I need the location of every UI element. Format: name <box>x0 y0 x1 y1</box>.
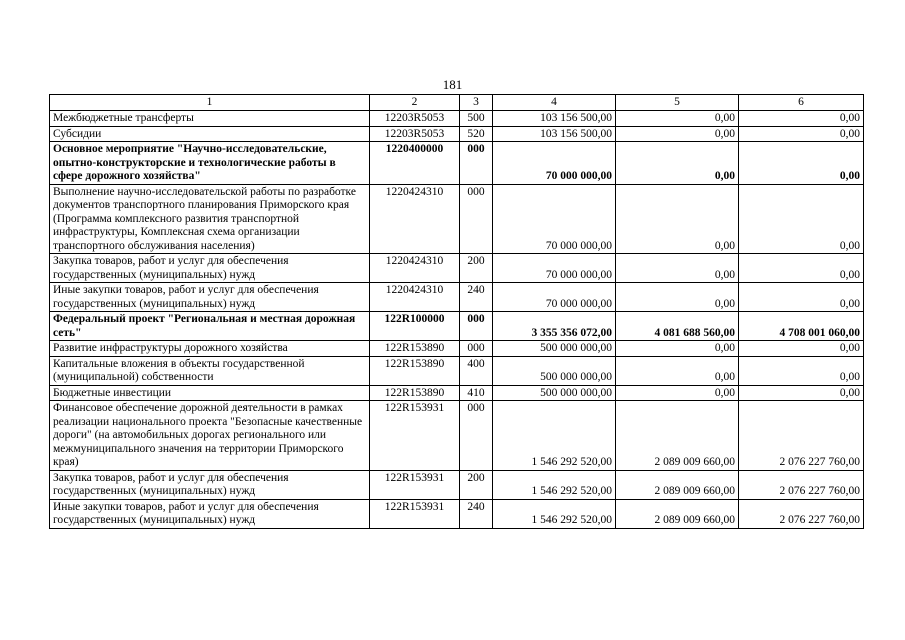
amount-year3-cell: 2 076 227 760,00 <box>739 470 864 499</box>
expense-type-cell: 000 <box>460 341 493 357</box>
amount-year3-cell: 0,00 <box>739 385 864 401</box>
amount-year1-cell: 70 000 000,00 <box>493 254 616 283</box>
row-name-cell: Основное мероприятие "Научно-исследовательские, опытно-конструкторские и технологические работы в сфере дорожного хозяйства" <box>50 142 370 185</box>
target-code-cell: 122R153890 <box>370 356 460 385</box>
table-row <box>50 142 864 185</box>
amount-year2-cell: 0,00 <box>616 356 739 385</box>
expense-type-cell: 000 <box>460 312 493 341</box>
amount-year1-cell: 70 000 000,00 <box>493 142 616 185</box>
row-name-cell: Бюджетные инвестиции <box>50 385 370 401</box>
amount-year3-cell: 0,00 <box>739 111 864 127</box>
target-code-cell: 12203R5053 <box>370 111 460 127</box>
amount-year3-cell: 0,00 <box>739 142 864 185</box>
amount-year2-cell: 0,00 <box>616 341 739 357</box>
row-name-cell: Иные закупки товаров, работ и услуг для обеспечения государственных (муниципальных) нужд <box>50 283 370 312</box>
target-code-cell: 1220424310 <box>370 254 460 283</box>
amount-year2-cell: 0,00 <box>616 184 739 254</box>
table-row <box>50 401 864 471</box>
amount-year3-cell: 0,00 <box>739 356 864 385</box>
amount-year1-cell: 70 000 000,00 <box>493 283 616 312</box>
amount-year3-cell: 0,00 <box>739 341 864 357</box>
row-name-cell: Иные закупки товаров, работ и услуг для обеспечения государственных (муниципальных) нужд <box>50 499 370 528</box>
row-name-cell: Финансовое обеспечение дорожной деятельности в рамках реализации национального проекта "Безопасные качественные дороги" (на автомобильных дорогах регионального или межмуниципального значения на территории Приморского края) <box>50 401 370 471</box>
column-header: 6 <box>739 95 864 111</box>
amount-year2-cell: 0,00 <box>616 385 739 401</box>
amount-year1-cell: 1 546 292 520,00 <box>493 470 616 499</box>
row-name-cell: Субсидии <box>50 126 370 142</box>
amount-year3-cell: 0,00 <box>739 126 864 142</box>
table-row <box>50 312 864 341</box>
target-code-cell: 122R153931 <box>370 499 460 528</box>
target-code-cell: 122R153890 <box>370 385 460 401</box>
amount-year1-cell: 70 000 000,00 <box>493 184 616 254</box>
target-code-cell: 1220424310 <box>370 184 460 254</box>
expense-type-cell: 000 <box>460 142 493 185</box>
column-header: 1 <box>50 95 370 111</box>
amount-year2-cell: 0,00 <box>616 142 739 185</box>
expense-type-cell: 500 <box>460 111 493 127</box>
column-header: 3 <box>460 95 493 111</box>
expense-type-cell: 200 <box>460 470 493 499</box>
row-name-cell: Межбюджетные трансферты <box>50 111 370 127</box>
amount-year3-cell: 4 708 001 060,00 <box>739 312 864 341</box>
table-row <box>50 184 864 254</box>
amount-year1-cell: 3 355 356 072,00 <box>493 312 616 341</box>
amount-year1-cell: 103 156 500,00 <box>493 126 616 142</box>
table-row <box>50 470 864 499</box>
table-row <box>50 341 864 357</box>
expense-type-cell: 240 <box>460 283 493 312</box>
table-row <box>50 356 864 385</box>
amount-year1-cell: 1 546 292 520,00 <box>493 499 616 528</box>
row-name-cell: Капитальные вложения в объекты государственной (муниципальной) собственности <box>50 356 370 385</box>
amount-year2-cell: 2 089 009 660,00 <box>616 401 739 471</box>
expense-type-cell: 000 <box>460 401 493 471</box>
table-row <box>50 499 864 528</box>
amount-year2-cell: 0,00 <box>616 126 739 142</box>
row-name-cell: Выполнение научно-исследовательской работы по разработке документов транспортного планирования Приморского края (Программа комплексного развития транспортной инфраструктуры, Комплексная схема организации транспортного обслуживания населения) <box>50 184 370 254</box>
target-code-cell: 122R153890 <box>370 341 460 357</box>
amount-year3-cell: 0,00 <box>739 254 864 283</box>
row-name-cell: Закупка товаров, работ и услуг для обеспечения государственных (муниципальных) нужд <box>50 470 370 499</box>
expense-type-cell: 000 <box>460 184 493 254</box>
row-name-cell: Закупка товаров, работ и услуг для обеспечения государственных (муниципальных) нужд <box>50 254 370 283</box>
table-row <box>50 126 864 142</box>
expense-type-cell: 400 <box>460 356 493 385</box>
amount-year2-cell: 4 081 688 560,00 <box>616 312 739 341</box>
table-header-row <box>50 95 864 111</box>
amount-year3-cell: 0,00 <box>739 184 864 254</box>
target-code-cell: 12203R5053 <box>370 126 460 142</box>
amount-year1-cell: 500 000 000,00 <box>493 341 616 357</box>
amount-year1-cell: 1 546 292 520,00 <box>493 401 616 471</box>
page-number: 181 <box>442 77 463 92</box>
column-header: 5 <box>616 95 739 111</box>
amount-year3-cell: 2 076 227 760,00 <box>739 499 864 528</box>
column-header: 4 <box>493 95 616 111</box>
target-code-cell: 1220400000 <box>370 142 460 185</box>
table-row <box>50 385 864 401</box>
expense-type-cell: 200 <box>460 254 493 283</box>
target-code-cell: 1220424310 <box>370 283 460 312</box>
target-code-cell: 122R100000 <box>370 312 460 341</box>
amount-year2-cell: 0,00 <box>616 254 739 283</box>
amount-year2-cell: 2 089 009 660,00 <box>616 499 739 528</box>
expense-type-cell: 240 <box>460 499 493 528</box>
amount-year1-cell: 500 000 000,00 <box>493 385 616 401</box>
row-name-cell: Развитие инфраструктуры дорожного хозяйства <box>50 341 370 357</box>
column-header: 2 <box>370 95 460 111</box>
budget-table <box>49 94 864 529</box>
amount-year1-cell: 103 156 500,00 <box>493 111 616 127</box>
target-code-cell: 122R153931 <box>370 401 460 471</box>
table-row <box>50 111 864 127</box>
amount-year2-cell: 2 089 009 660,00 <box>616 470 739 499</box>
expense-type-cell: 520 <box>460 126 493 142</box>
amount-year2-cell: 0,00 <box>616 283 739 312</box>
table-row <box>50 254 864 283</box>
amount-year3-cell: 2 076 227 760,00 <box>739 401 864 471</box>
table-row <box>50 283 864 312</box>
target-code-cell: 122R153931 <box>370 470 460 499</box>
expense-type-cell: 410 <box>460 385 493 401</box>
amount-year2-cell: 0,00 <box>616 111 739 127</box>
row-name-cell: Федеральный проект "Региональная и местная дорожная сеть" <box>50 312 370 341</box>
amount-year3-cell: 0,00 <box>739 283 864 312</box>
amount-year1-cell: 500 000 000,00 <box>493 356 616 385</box>
